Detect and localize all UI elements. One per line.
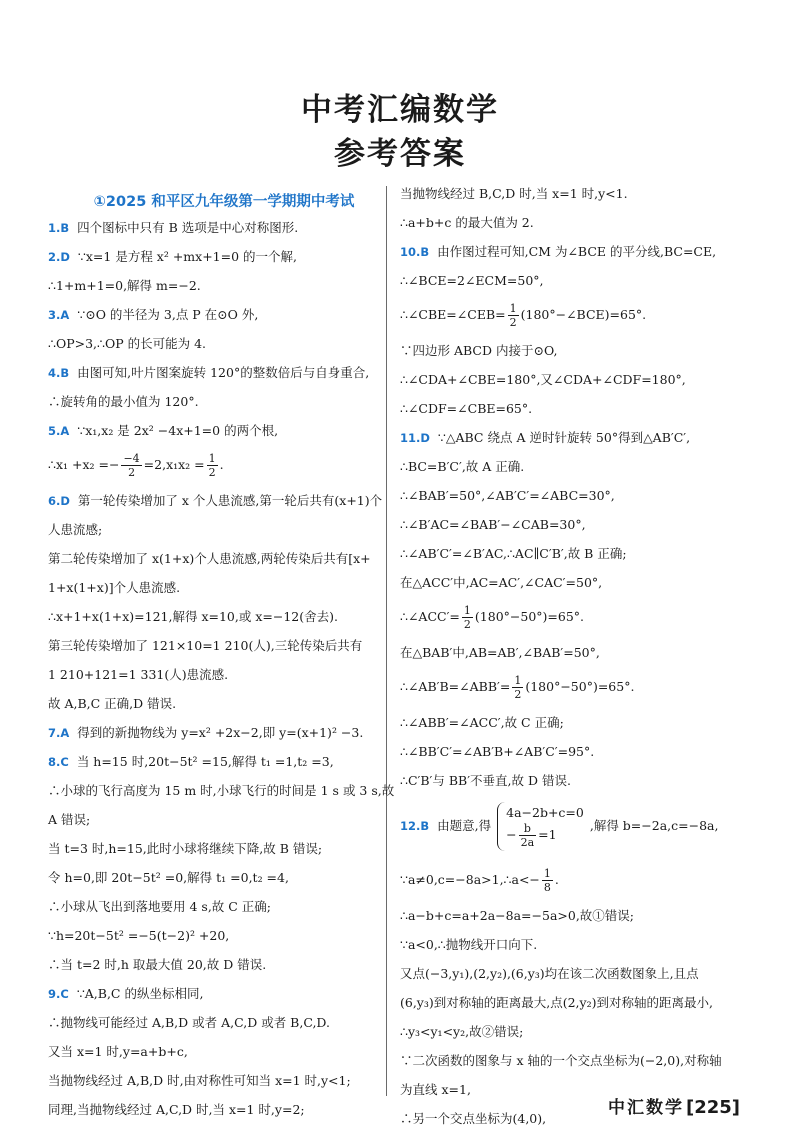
fraction: $\frac{1}{2}$: [514, 674, 522, 701]
answer-line: ∴BC=B′C′,故 A 正确.: [400, 459, 525, 474]
right-column: [400, 186, 752, 1140]
answer-line: 当 t=3 时,h=15,此时小球将继续下降,故 B 错误;: [48, 841, 323, 856]
answer-line: ∴OP>3,∴OP 的长可能为 4.: [48, 336, 206, 351]
question-number: 5.A: [48, 424, 70, 438]
answer-line: 6.D 第一轮传染增加了 x 个人患流感,第一轮后共有(x+1)个: [48, 493, 383, 508]
answer-line: ∴∠B′AC=∠BAB′−∠CAB=30°,: [400, 517, 586, 532]
answer-line: 第二轮传染增加了 x(1+x)个人患流感,两轮传染后共有[x+: [48, 551, 371, 566]
answer-line: ∴∠BB′C′=∠AB′B+∠AB′C′=95°.: [400, 744, 595, 759]
question-number: 11.D: [400, 431, 430, 445]
question-number: 7.A: [48, 726, 70, 740]
answer-line: ∴C′B′与 BB′不垂直,故 D 错误.: [400, 773, 571, 788]
answer-line: 2.D ∵x=1 是方程 x² +mx+1=0 的一个解,: [48, 249, 298, 264]
footer-label: 中汇数学: [607, 1098, 684, 1118]
answer-line: ∵四边形 ABCD 内接于⊙O,: [400, 343, 558, 358]
section-heading: ①2025 和平区九年级第一学期期中考试: [93, 194, 355, 210]
answer-line: 同理,当抛物线经过 A,C,D 时,当 x=1 时,y=2;: [48, 1102, 305, 1117]
answer-line: ∵h=20t−5t² =−5(t−2)² +20,: [48, 928, 230, 943]
answer-line: 第三轮传染增加了 121×10=1 210(人),三轮传染后共有: [48, 638, 363, 653]
answer-line: ∴当 t=2 时,h 取最大值 20,故 D 错误.: [48, 957, 267, 972]
answer-line: ∴∠AB′C′=∠B′AC,∴AC∥C′B′,故 B 正确;: [400, 546, 627, 561]
answer-line: 3.A ∵⊙O 的半径为 3,点 P 在⊙O 外,: [48, 307, 259, 322]
answer-line: ∵二次函数的图象与 x 轴的一个交点坐标为(−2,0),对称轴: [400, 1053, 722, 1068]
answer-line: 5.A ∵x₁,x₂ 是 2x² −4x+1=0 的两个根,: [48, 423, 279, 438]
question-number: 4.B: [48, 366, 70, 380]
answer-line: ∴∠CDF=∠CBE=65°.: [400, 401, 533, 416]
answer-line: ∴∠BCE=2∠ECM=50°,: [400, 273, 544, 288]
answer-line: 10.B 由作图过程可知,CM 为∠BCE 的平分线,BC=CE,: [400, 244, 717, 259]
answer-line: ∴小球从飞出到落地要用 4 s,故 C 正确;: [48, 899, 272, 914]
answer-line: ∴旋转角的最小值为 120°.: [48, 394, 199, 409]
question-number: 1.B: [48, 221, 70, 235]
fraction: $\frac{b}{2a}$: [520, 822, 535, 849]
answer-line: 又当 x=1 时,y=a+b+c,: [48, 1044, 188, 1059]
answer-line: 11.D ∵△ABC 绕点 A 逆时针旋转 50°得到△AB′C′,: [400, 430, 691, 445]
fraction: $\frac{1}{8}$: [543, 867, 551, 894]
answer-line-formula: ∵a≠0,c=−8a>1,∴a<− $\frac{1}{8}$ .: [400, 867, 559, 894]
answer-line: ∵a<0,∴抛物线开口向下.: [400, 937, 538, 952]
answer-line: 1.B 四个图标中只有 B 选项是中心对称图形.: [48, 220, 299, 235]
fraction: $\frac{1}{2}$: [208, 452, 216, 479]
question-number: 6.D: [48, 494, 70, 508]
question-number: 9.C: [48, 987, 69, 1001]
answer-line: 当抛物线经过 A,B,D 时,由对称性可知当 x=1 时,y<1;: [48, 1073, 351, 1088]
answer-line: 人患流感;: [48, 522, 103, 537]
answer-line: 1+x(1+x)]个人患流感.: [48, 580, 181, 595]
answer-line: ∴小球的飞行高度为 15 m 时,小球飞行的时间是 1 s 或 3 s,故: [48, 783, 395, 798]
answer-line: 在△ACC′中,AC=AC′,∠CAC′=50°,: [400, 575, 603, 590]
answer-line: ∴1+m+1=0,解得 m=−2.: [48, 278, 201, 293]
answer-line: 1 210+121=1 331(人)患流感.: [48, 667, 229, 682]
left-column: [48, 190, 400, 1131]
answer-line: 为直线 x=1,: [400, 1082, 471, 1097]
answer-line: ∴a−b+c=a+2a−8a=−5a>0,故①错误;: [400, 908, 635, 923]
answer-line: 4.B 由图可知,叶片图案旋转 120°的整数倍后与自身重合,: [48, 365, 370, 380]
answer-line: ∴另一个交点坐标为(4,0),: [400, 1111, 547, 1126]
answer-line: ∴抛物线可能经过 A,B,D 或者 A,C,D 或者 B,C,D.: [48, 1015, 330, 1030]
answer-line: 又点(−3,y₁),(2,y₂),(6,y₃)均在该二次函数图象上,且点: [400, 966, 699, 981]
answer-line: ∴∠ABB′=∠ACC′,故 C 正确;: [400, 715, 564, 730]
question-number: 10.B: [400, 245, 430, 259]
answer-line: ∴∠BAB′=50°,∠AB′C′=∠ABC=30°,: [400, 488, 615, 503]
answer-line: 7.A 得到的新抛物线为 y=x² +2x−2,即 y=(x+1)² −3.: [48, 725, 364, 740]
page-subtitle: 参考答案: [334, 136, 466, 172]
answer-line-formula: ∴x₁ +x₂ =− $\frac{-4}{2}$ =2,x₁x₂ = $\frac{1}{2}$ .: [48, 452, 224, 479]
fraction: $\frac{-4}{2}$: [123, 452, 140, 479]
answer-line: 令 h=0,即 20t−5t² =0,解得 t₁ =0,t₂ =4,: [48, 870, 289, 885]
page-title: 中考汇编数学: [301, 92, 499, 128]
answer-line-system: 12.B 由题意,得 4a−2b+c=0 − $\frac{b}{2a}$ =1 ,解得 b=−2a,c=−8a,: [400, 802, 752, 851]
answer-line: 9.C ∵A,B,C 的纵坐标相同,: [48, 986, 204, 1001]
question-number: 2.D: [48, 250, 70, 264]
fraction: $\frac{1}{2}$: [509, 302, 517, 329]
answer-line: 故 A,B,C 正确,D 错误.: [48, 696, 177, 711]
answer-line: 当抛物线经过 B,C,D 时,当 x=1 时,y<1.: [400, 186, 628, 201]
question-number: 12.B: [400, 819, 430, 833]
answer-line: A 错误;: [48, 812, 91, 827]
answer-line: ∴∠CDA+∠CBE=180°,又∠CDA+∠CDF=180°,: [400, 372, 686, 387]
answer-line: 8.C 当 h=15 时,20t−5t² =15,解得 t₁ =1,t₂ =3,: [48, 754, 334, 769]
question-number: 3.A: [48, 308, 70, 322]
answer-line: (6,y₃)到对称轴的距离最大,点(2,y₂)到对称轴的距离最小,: [400, 995, 713, 1010]
answer-line: ∴x+1+x(1+x)=121,解得 x=10,或 x=−12(舍去).: [48, 609, 338, 624]
answer-line: ∴a+b+c 的最大值为 2.: [400, 215, 534, 230]
page-number: [225]: [685, 1097, 740, 1118]
question-number: 8.C: [48, 755, 69, 769]
answer-line: 在△BAB′中,AB=AB′,∠BAB′=50°,: [400, 645, 600, 660]
answer-line-formula: ∴∠CBE=∠CEB= $\frac{1}{2}$ (180°−∠BCE)=65°.: [400, 302, 647, 329]
answer-line-formula: ∴∠ACC′= $\frac{1}{2}$ (180°−50°)=65°.: [400, 604, 585, 631]
answer-line-formula: ∴∠AB′B=∠ABB′= $\frac{1}{2}$ (180°−50°)=65°.: [400, 674, 635, 701]
answer-line: ∴y₃<y₁<y₂,故②错误;: [400, 1024, 524, 1039]
fraction: $\frac{1}{2}$: [463, 604, 471, 631]
equation-system: 4a−2b+c=0 − $\frac{b}{2a}$ =1: [497, 802, 584, 851]
page-footer: [608, 1093, 740, 1118]
